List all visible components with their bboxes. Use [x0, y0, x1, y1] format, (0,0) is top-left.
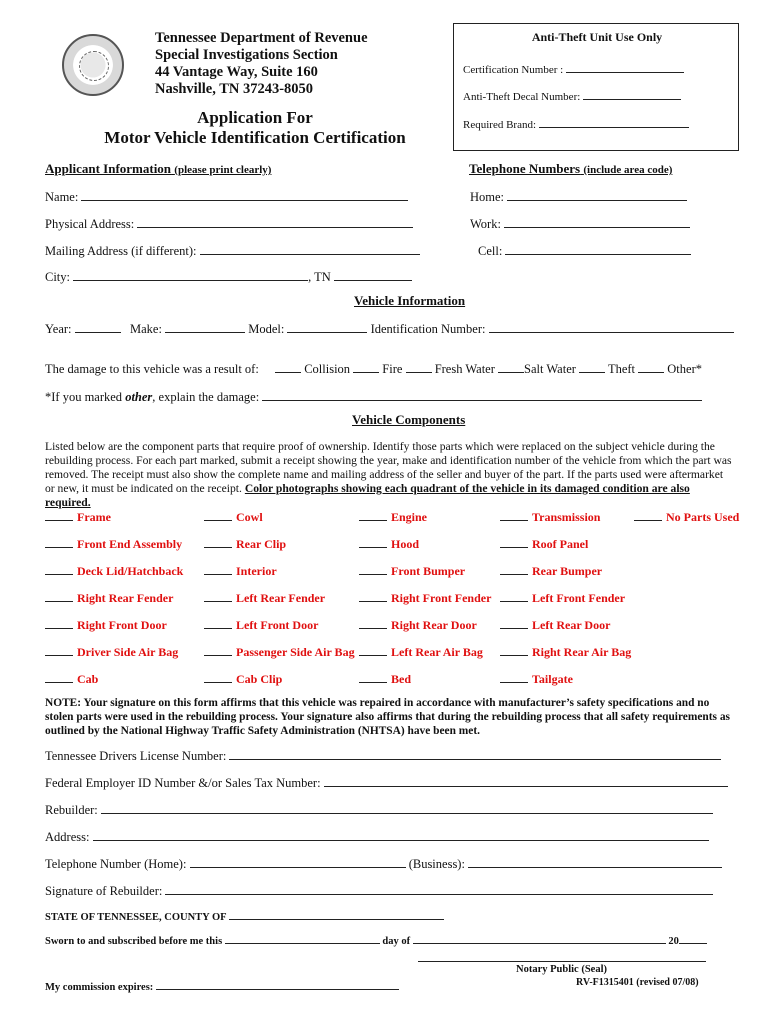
component-label: Left Rear Fender — [236, 591, 326, 605]
state-county-field[interactable]: STATE OF TENNESSEE, COUNTY OF — [45, 906, 444, 923]
component-checkbox[interactable] — [500, 615, 610, 633]
certification-number-field[interactable]: Certification Number : — [463, 59, 684, 76]
component-label: Rear Bumper — [532, 564, 603, 578]
notary-seal-label: Notary Public (Seal) — [516, 964, 607, 975]
component-checkbox[interactable] — [500, 534, 588, 552]
component-label: Right Front Door — [77, 618, 167, 632]
component-label: Rear Clip — [236, 537, 287, 551]
component-checkbox[interactable] — [204, 669, 282, 687]
title-line-1: Application For — [197, 108, 313, 127]
damage-fresh-water[interactable]: Fresh Water — [406, 362, 495, 376]
component-label: Frame — [77, 510, 111, 524]
agency-section: Special Investigations Section — [155, 47, 338, 63]
sworn-field[interactable]: Sworn to and subscribed before me this day of 20 — [45, 930, 707, 947]
component-label: Left Rear Door — [532, 618, 611, 632]
component-checkbox[interactable] — [500, 642, 631, 660]
component-label: Left Front Door — [236, 618, 319, 632]
component-checkbox[interactable] — [359, 561, 465, 579]
component-checkbox[interactable] — [45, 534, 182, 552]
component-checkbox[interactable] — [634, 507, 739, 525]
component-checkbox[interactable] — [359, 507, 427, 525]
component-label: No Parts Used — [666, 510, 740, 524]
agency-street: 44 Vantage Way, Suite 160 — [155, 64, 318, 80]
damage-salt-water[interactable]: Salt Water — [498, 362, 576, 376]
component-checkbox[interactable] — [45, 669, 98, 687]
components-intro: Listed below are the component parts that require proof of ownership. Identify those parts which were replaced on the subject vehicle during the rebuilding process. For each part marked, submit a receipt showing the year, make and identification number of the vehicle from which the part was removed. The receipt must also show the complete name and mailing address of the seller and buyer of the part. If the parts used were aftermarket or new, it must be indicated on the receipt. Color photographs showing each quadrant of the vehicle in its damaged condition are also required. — [45, 440, 732, 509]
component-checkbox[interactable] — [359, 669, 411, 687]
component-label: Engine — [391, 510, 428, 524]
decal-number-field[interactable]: Anti-Theft Decal Number: — [463, 86, 681, 103]
component-label: Cab — [77, 672, 99, 686]
component-checkbox[interactable] — [359, 615, 477, 633]
photo-requirement: Color photographs showing each quadrant of the vehicle in its damaged condition are also required. — [45, 482, 690, 509]
damage-cause: The damage to this vehicle was a result of: Collision Fire Fresh Water Salt Water Theft Other* — [45, 359, 702, 377]
component-label: Interior — [236, 564, 277, 578]
agency-name: Tennessee Department of Revenue — [155, 30, 368, 46]
form-number: RV-F1315401 (revised 07/08) — [576, 977, 699, 988]
work-phone-field[interactable]: Work: — [470, 214, 690, 232]
phone-fields[interactable]: Telephone Number (Home): (Business): — [45, 854, 722, 872]
vehicle-fields[interactable]: Year: Make: Model: Identification Number: — [45, 319, 734, 337]
component-label: Right Rear Door — [391, 618, 477, 632]
required-brand-field[interactable]: Required Brand: — [463, 114, 689, 131]
component-checkbox[interactable] — [45, 615, 167, 633]
form-title — [100, 108, 410, 148]
damage-fire[interactable]: Fire — [353, 362, 402, 376]
component-checkbox[interactable] — [204, 534, 286, 552]
explain-damage-field[interactable]: *If you marked other, explain the damage: — [45, 387, 702, 405]
component-label: Front End Assembly — [77, 537, 183, 551]
component-label: Front Bumper — [391, 564, 466, 578]
component-checkbox[interactable] — [359, 534, 419, 552]
fein-field[interactable]: Federal Employer ID Number &/or Sales Tax Number: — [45, 773, 728, 791]
component-checkbox[interactable] — [500, 588, 625, 606]
anti-theft-box — [453, 23, 739, 151]
component-checkbox[interactable] — [500, 561, 602, 579]
damage-theft[interactable]: Theft — [579, 362, 635, 376]
damage-other[interactable]: Other* — [638, 362, 702, 376]
anti-theft-title: Anti-Theft Unit Use Only — [531, 30, 663, 44]
component-label: Hood — [391, 537, 420, 551]
mailing-address-field[interactable]: Mailing Address (if different): — [45, 241, 420, 259]
vehicle-info-heading: Vehicle Information — [354, 293, 466, 308]
component-label: Transmission — [532, 510, 601, 524]
component-checkbox[interactable] — [45, 507, 111, 525]
cell-phone-field[interactable]: Cell: — [478, 241, 691, 259]
agency-address — [155, 30, 368, 98]
components-heading: Vehicle Components — [352, 412, 466, 427]
component-checkbox[interactable] — [45, 561, 183, 579]
component-checkbox[interactable] — [359, 642, 483, 660]
home-phone-field[interactable]: Home: — [470, 187, 687, 205]
name-field[interactable]: Name: — [45, 187, 408, 205]
component-checkbox[interactable] — [204, 507, 263, 525]
damage-collision[interactable]: Collision — [275, 362, 350, 376]
component-label: Cab Clip — [236, 672, 283, 686]
commission-field[interactable]: My commission expires: — [45, 976, 399, 993]
component-checkbox[interactable] — [500, 507, 600, 525]
component-label: Right Rear Fender — [77, 591, 174, 605]
component-label: Left Front Fender — [532, 591, 626, 605]
component-checkbox[interactable] — [359, 588, 491, 606]
component-label: Right Front Fender — [391, 591, 492, 605]
component-label: Right Rear Air Bag — [532, 645, 632, 659]
component-checkbox[interactable] — [204, 561, 277, 579]
rebuilder-field[interactable]: Rebuilder: — [45, 800, 713, 818]
agency-city: Nashville, TN 37243-8050 — [155, 81, 314, 97]
component-label: Passenger Side Air Bag — [236, 645, 355, 659]
component-checkbox[interactable] — [45, 588, 173, 606]
notary-signature-line[interactable] — [418, 961, 706, 962]
address-field[interactable]: Address: — [45, 827, 709, 845]
signature-field[interactable]: Signature of Rebuilder: — [45, 881, 713, 899]
component-checkbox[interactable] — [204, 588, 325, 606]
signature-note: NOTE: Your signature on this form affirms that this vehicle was repaired in accordance with manufacturer’s safety specifications and no stolen parts were used in the rebuilding process. Your signature also affirms that during the rebuilding process that all safety requirements as outlined by the National Highway Traffic Safety Administration (NHTSA) have been met. — [45, 697, 730, 737]
component-checkbox[interactable] — [500, 669, 573, 687]
component-checkbox[interactable] — [45, 642, 178, 660]
telephone-heading: Telephone Numbers (include area code) — [469, 161, 673, 176]
component-label: Deck Lid/Hatchback — [77, 564, 184, 578]
state-seal-icon — [62, 34, 124, 96]
title-line-2: Motor Vehicle Identification Certification — [104, 128, 406, 147]
component-label: Left Rear Air Bag — [391, 645, 483, 659]
component-checkbox[interactable] — [204, 615, 318, 633]
component-label: Cowl — [236, 510, 263, 524]
license-field[interactable]: Tennessee Drivers License Number: — [45, 746, 721, 764]
component-label: Tailgate — [532, 672, 573, 686]
applicant-heading: Applicant Information (please print clearly) — [45, 161, 272, 176]
physical-address-field[interactable]: Physical Address: — [45, 214, 413, 232]
component-label: Bed — [391, 672, 412, 686]
component-checkbox[interactable] — [204, 642, 355, 660]
component-label: Driver Side Air Bag — [77, 645, 179, 659]
component-label: Roof Panel — [532, 537, 589, 551]
city-field[interactable]: City: , TN — [45, 267, 412, 285]
